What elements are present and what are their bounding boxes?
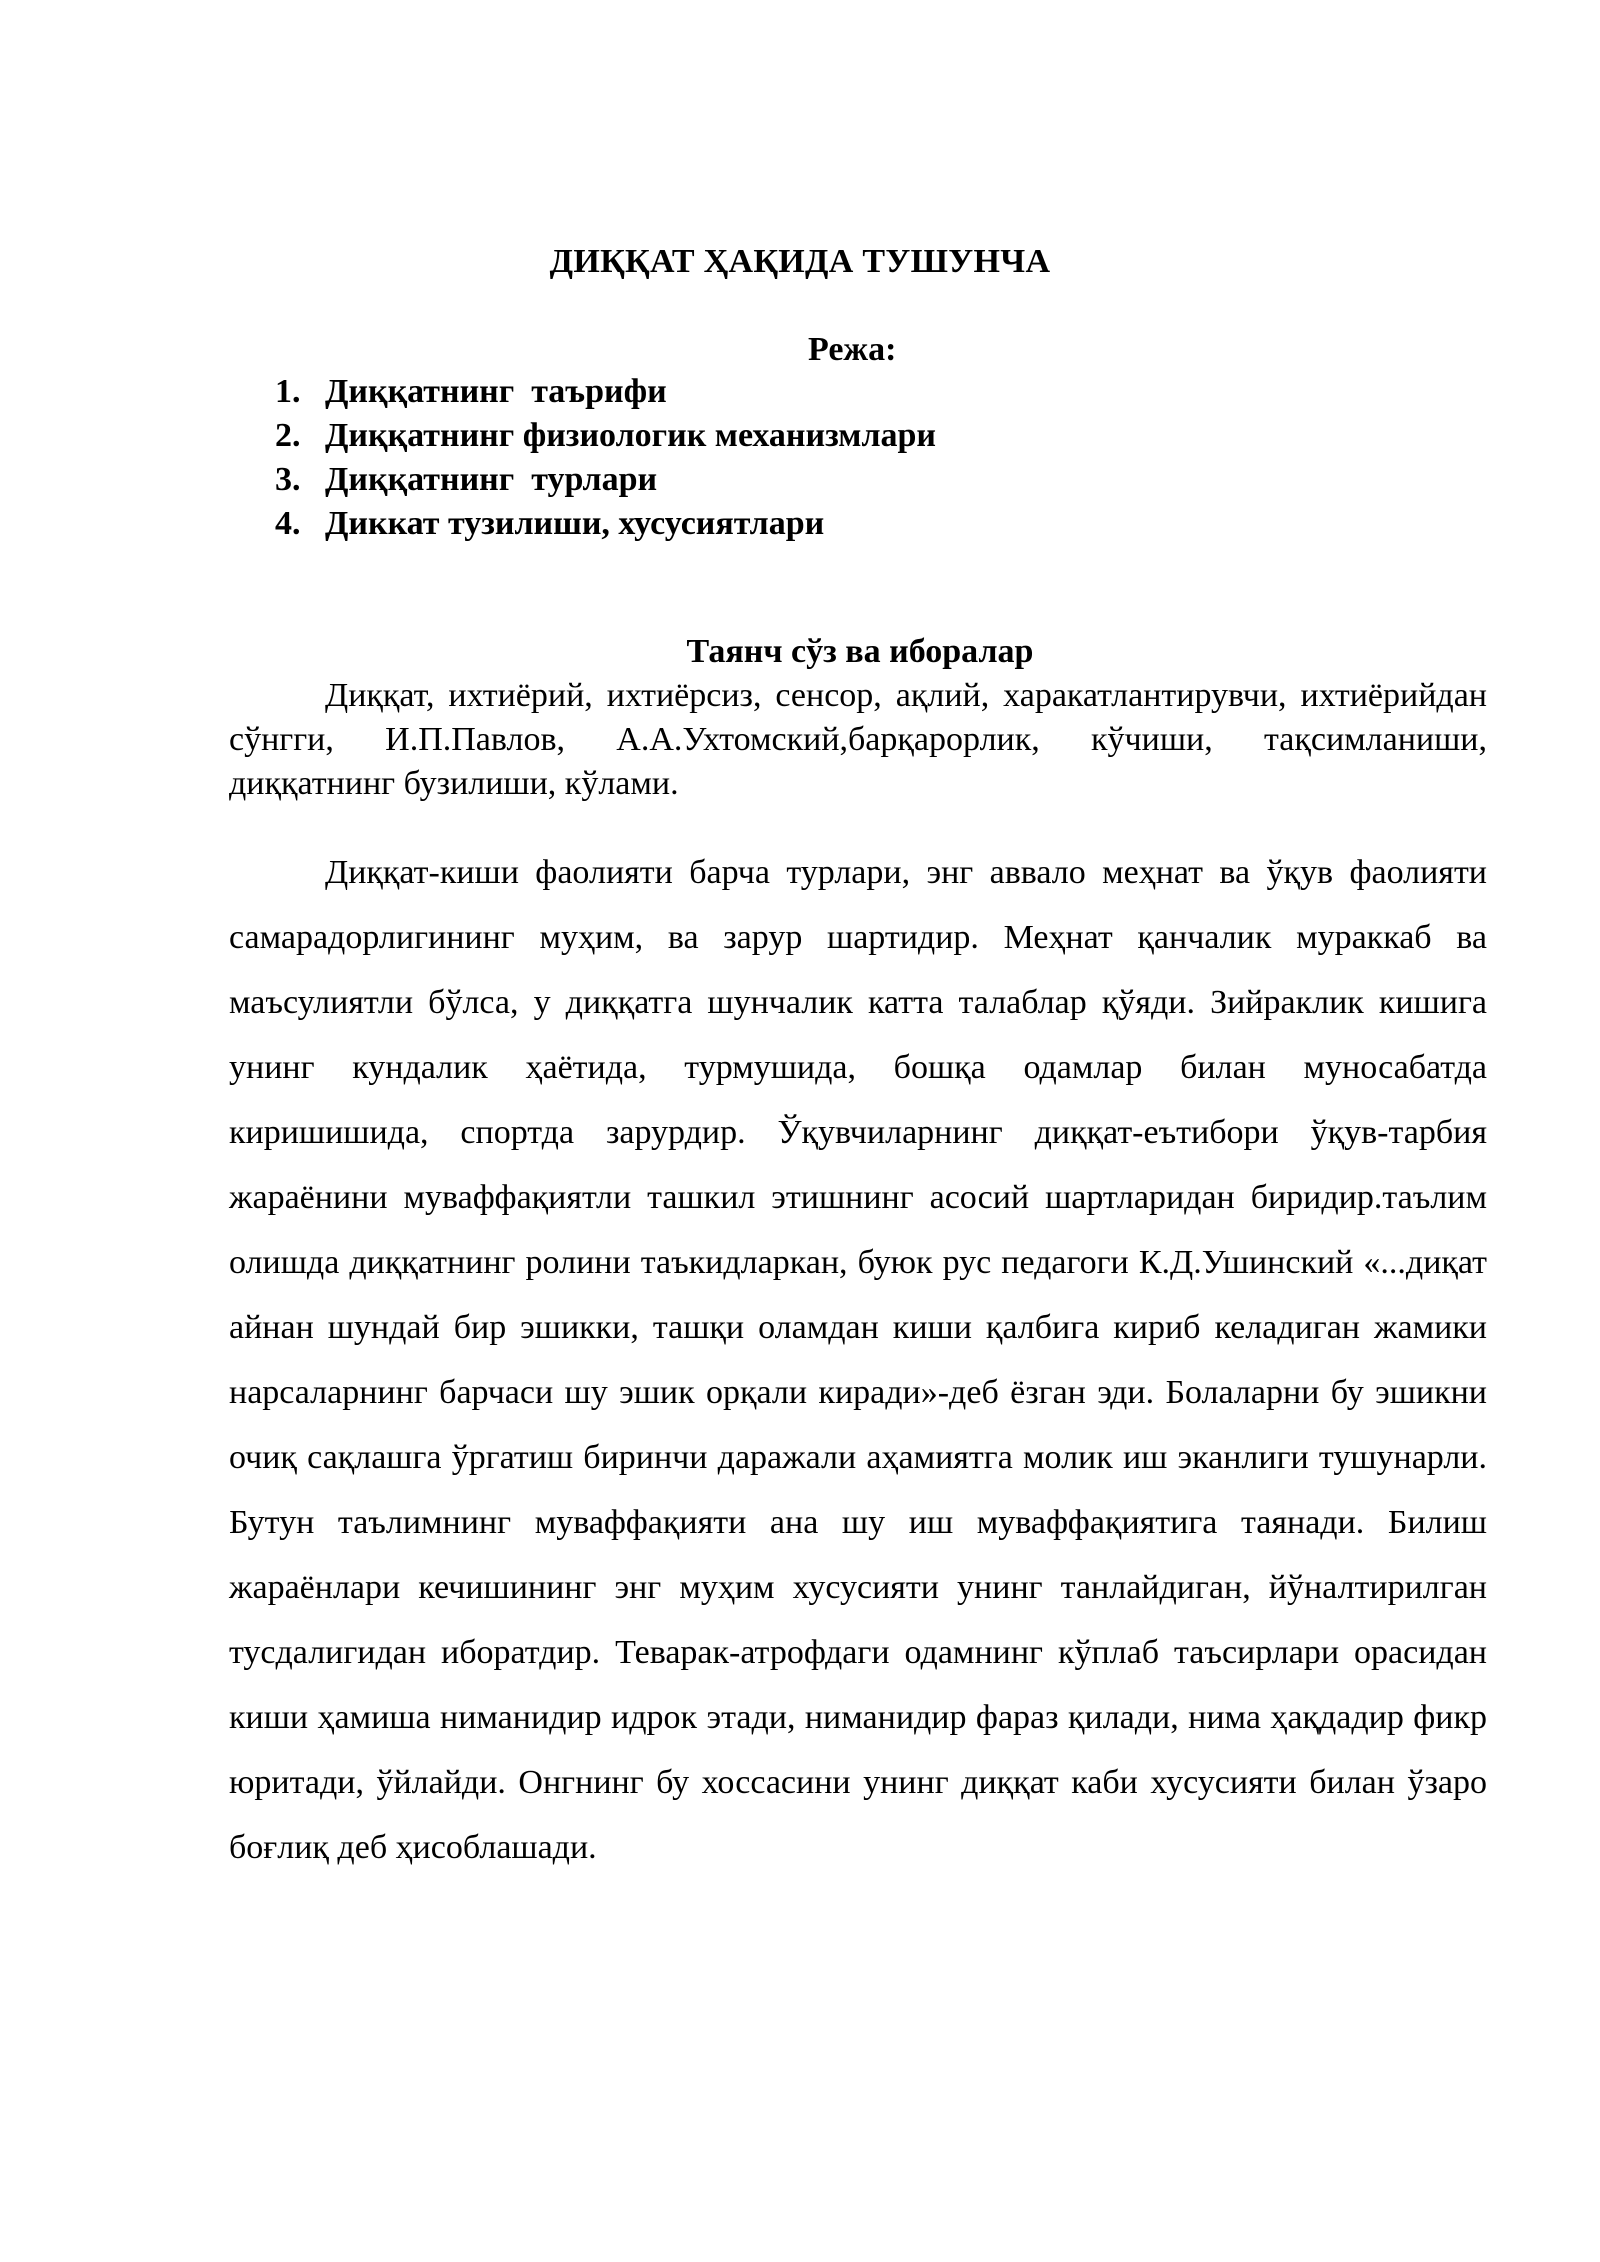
plan-heading: Режа:: [808, 331, 897, 368]
plan-item-number: 1.: [275, 373, 301, 410]
plan-item: [275, 458, 936, 502]
keywords-paragraph: Диққат, ихтиёрий, ихтиёрсиз, сенсор, ақлий, харакатлантирувчи, ихтиёрийдан сўнгги, И.П.Павлов, А.А.Ухтомский,барқарорлик, кўчиши, тақсимланиши, диққатнинг бузилиши, кўлами.: [229, 677, 1487, 802]
plan-item-text: Диққатнинг турлари: [325, 461, 658, 498]
plan-item-text: Диққатнинг физиологик механизмлари: [325, 417, 937, 454]
plan-list: [275, 370, 936, 546]
plan-item-number: 2.: [275, 417, 301, 454]
document-title: ДИҚҚАТ ҲАҚИДА ТУШУНЧА: [549, 243, 1051, 280]
plan-item: [275, 370, 936, 414]
plan-item: [275, 414, 936, 458]
body-paragraph: Диққат-киши фаолияти барча турлари, энг аввало меҳнат ва ўқув фаолияти самарадорлигининг муҳим, ва зарур шартидир. Меҳнат қанчалик мураккаб ва маъсулиятли бўлса, у диққатга шунчалик катта талаблар қўяди. Зийраклик кишига унинг кундалик ҳаётида, турмушида, бошқа одамлар билан муносабатда киришишида, спортда зарурдир. Ўқувчиларнинг диққат-еътибори ўқув-тарбия жараёнини муваффақиятли ташкил этишнинг асосий шартларидан биридир.таълим олишда диққатнинг ролини таъкидларкан, буюк рус педагоги К.Д.Ушинский «...диқат айнан шундай бир эшикки, ташқи оламдан киши қалбига кириб келадиган жамики нарсаларнинг барчаси шу эшик орқали киради»-деб ёзган эди. Болаларни бу эшикни очиқ сақлашга ўргатиш биринчи даражали аҳамиятга молик иш эканлиги тушунарли. Бутун таълимнинг муваффақияти ана шу иш муваффақиятига таянади. Билиш жараёнлари кечишининг энг муҳим хусусияти унинг танлайдиган, йўналтирилган тусдалигидан иборатдир. Теварак-атрофдаги одамнинг кўплаб таъсирлари орасидан киши ҳамиша ниманидир идрок этади, ниманидир фараз қилади, нима ҳақдадир фикр юритади, ўйлайди. Онгнинг бу хоссасини унинг диққат каби хусусияти билан ўзаро боғлиқ деб ҳисоблашади.: [229, 854, 1487, 1866]
keywords-heading: Таянч сўз ва иборалар: [686, 633, 1034, 670]
plan-item-text: Диккат тузилиши, хусусиятлари: [325, 505, 825, 542]
plan-item: [275, 502, 936, 546]
plan-item-number: 3.: [275, 461, 301, 498]
plan-item-text: Диққатнинг таърифи: [325, 373, 667, 410]
plan-item-number: 4.: [275, 505, 301, 542]
